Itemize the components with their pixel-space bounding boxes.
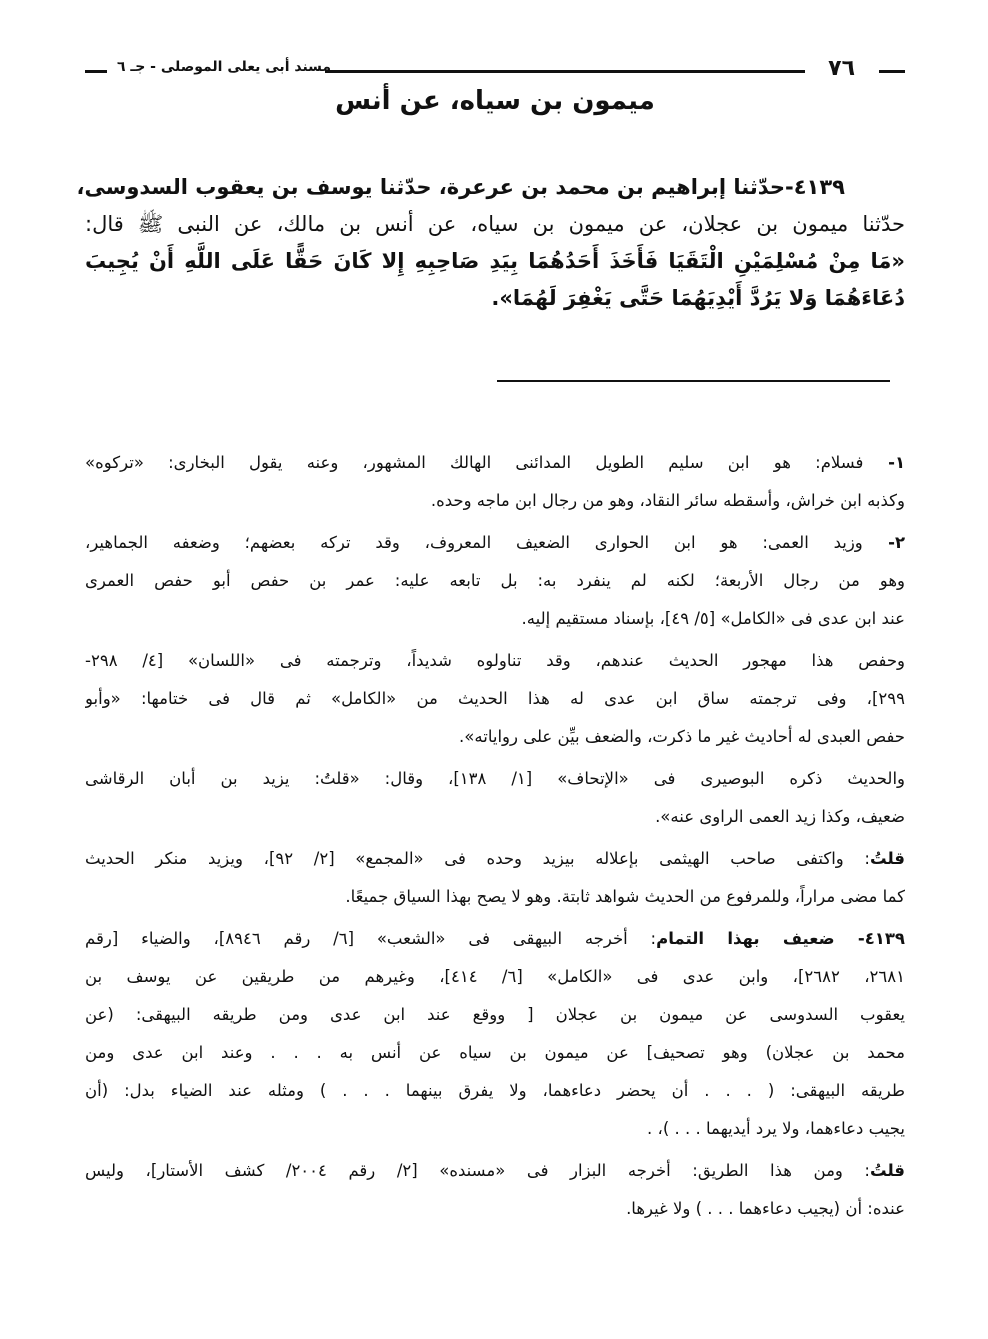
footnote-busiri: والحديث ذكره البوصيرى فى «الإتحاف» [١/ ١٣٨]، وقال: «قلتُ: يزيد بن أبان الرقاشى ضعيف، وكذا زيد العمى الراوى عنه». [85, 769, 905, 826]
header-dash [85, 70, 107, 73]
header-rule [325, 70, 805, 73]
footnote-2: ٢- وزيد العمى: هو ابن الحوارى الضعيف المعروف، وقد تركه بعضهم؛ وضعفه الجماهير، وهو من رجال الأربعة؛ لكنه لم ينفرد به: بل تابعه عليه: عمر بن حفص أبو حفص العمرى عند ابن عدى فى «الكامل» [٥/ ٤٩]، بإسناد مستقيم إليه. [85, 533, 905, 628]
section-title: ميمون بن سياه، عن أنس [335, 86, 655, 116]
footnotes [85, 444, 905, 1232]
footnote-takhrij-4139: ٤١٣٩- ضعيف بهذا التمام: أخرجه البيهقى فى «الشعب» [٦/ رقم ٨٩٤٦]، والضياء [رقم ٢٦٨١، ٢٦٨٢]، وابن عدى فى «الكامل» [٦/ ٤١٤]، وغيرهم من طريقين عن يوسف بن يعقوب السدوسى عن ميمون بن عجلان [ ووقع عند ابن عدى ومن طريقه البيهقى: (عن محمد بن عجلان) وهو تصحيف] عن ميمون بن سياه عن أنس به . . . وعند ابن عدى ومن طريقه البيهقى: ( . . . أن يحضر دعاءهما، ولا يفرق بينهما . . . ) ومثله عند الضياء بدل: (أن يجيب دعاءهما، ولا يرد أيديهما . . . )، . [85, 929, 905, 1138]
header-dash [879, 70, 905, 73]
page-number: ٧٦ [828, 56, 855, 81]
hadith-line: حدّثنا ميمون بن عجلان، عن ميمون بن سياه، عن أنس بن مالك، عن النبى ﷺ قال: [85, 212, 905, 236]
hadith-number: ٤١٣٩ [793, 175, 845, 199]
footnote-qultu-1: قلتُ: واكتفى صاحب الهيثمى بإعلاله بيزيد وحده فى «المجمع» [٢/ ٩٢]، ويزيد منكر الحديث كما مضى مراراً، وللمرفوع من الحديث شواهد ثابتة. وهو لا يصح بهذا السياق جميعًا. [85, 849, 905, 906]
hadith-line: دُعَاءَهُمَا وَلا يَرُدَّ أَيْدِيَهُمَا حَتَّى يَغْفِرَ لَهُمَا». [491, 286, 905, 310]
hadith-text [76, 169, 905, 317]
hadith-line: «مَا مِنْ مُسْلِمَيْنِ الْتَقَيَا فَأَخَذَ أَحَدُهُمَا بِيَدِ صَاحِبِهِ إِلا كَانَ حَقًّا عَلَى اللَّهِ أَنْ يُجِيبَ [85, 249, 905, 273]
page-header [85, 56, 905, 84]
running-head: مسند أبى يعلى الموصلى - جـ ٦ [117, 59, 332, 75]
footnote-separator [497, 380, 890, 382]
footnote-qultu-2: قلتُ: ومن هذا الطريق: أخرجه البزار فى «مسنده» [٢/ رقم ٢٠٠٤/ كشف الأستار]، وليس عنده: أن (يجيب دعاءهما . . . ) ولا غيرها. [85, 1161, 905, 1218]
footnote-1: ١- فسلام: هو ابن سليم الطويل المدائنى الهالك المشهور، وعنه يقول البخارى: «تركوه» وكذبه ابن خراش، وأسقطه سائر النقاد، وهو من رجال ابن ماجه وحده. [85, 453, 905, 510]
footnote-hafs: وحفص هذا مهجور الحديث عندهم، وقد تناولوه شديداً، وترجمته فى «اللسان» [٤/ ٢٩٨- ٢٩٩]، وفى ترجمته ساق ابن عدى له هذا الحديث من «الكامل» ثم قال فى ختامها: «وأبو حفص العبدى له أحاديث غير ما ذكرت، والضعف بيِّن على رواياته». [85, 651, 905, 746]
hadith-line: ٤١٣٩-حدّثنا إبراهيم بن محمد بن عرعرة، حدّثنا يوسف بن يعقوب السدوسى، [76, 175, 845, 199]
